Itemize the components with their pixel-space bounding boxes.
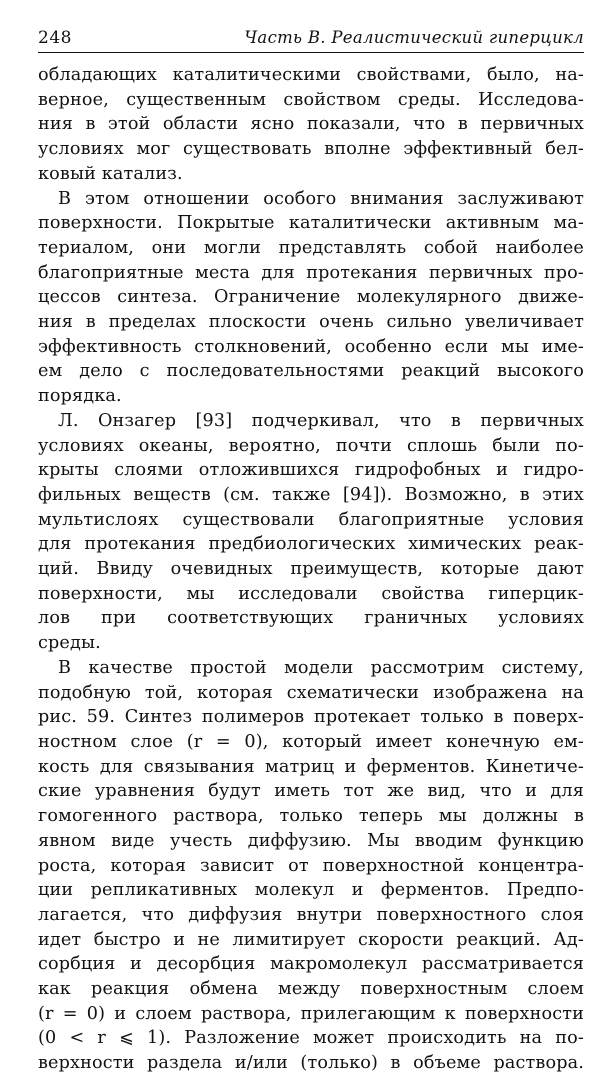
- text-line: явном виде учесть диффузию. Мы вводим функцию: [38, 830, 584, 851]
- text-line: лагается, что диффузия внутри поверхностного слоя: [38, 904, 584, 925]
- body-text: [38, 63, 584, 1076]
- text-line: среды.: [38, 633, 101, 654]
- book-page: [38, 24, 584, 1076]
- text-line: (0 < r ⩽ 1). Разложение может происходить на по-: [38, 1028, 584, 1049]
- text-line: ций. Ввиду очевидных преимуществ, которые дают: [38, 559, 584, 580]
- text-line: лов при соответствующих граничных условиях: [38, 608, 584, 629]
- page-number: 248: [38, 28, 72, 48]
- paragraph-3: [38, 409, 584, 656]
- text-line: крыты слоями отложившихся гидрофобных и гидро-: [38, 460, 584, 481]
- paragraph-1: [38, 63, 584, 187]
- paragraph-2: [38, 187, 584, 409]
- text-line: идет быстро и не лимитирует скорости реакций. Ад-: [38, 929, 584, 950]
- text-line: Л. Онзагер [93] подчеркивал, что в первичных: [58, 410, 584, 431]
- text-line: цессов синтеза. Ограничение молекулярного движе-: [38, 287, 584, 308]
- text-line: поверхности, мы исследовали свойства гиперцик-: [38, 583, 584, 604]
- text-line: порядка.: [38, 386, 122, 407]
- text-line: подобную той, которая схематически изображена на: [38, 682, 584, 703]
- text-line: териалом, они могли представлять собой наиболее: [38, 237, 584, 258]
- running-head: Часть В. Реалистический гиперцикл: [244, 28, 584, 47]
- text-line: (r = 0) и слоем раствора, прилегающим к поверхности: [38, 1003, 584, 1024]
- text-line: благоприятные места для протекания первичных про-: [38, 262, 584, 283]
- text-line: верное, существенным свойством среды. Исследова-: [38, 89, 584, 110]
- text-line: мультислоях существовали благоприятные условия: [38, 509, 584, 530]
- text-line: гомогенного раствора, только теперь мы должны в: [38, 806, 584, 827]
- text-line: ковый катализ.: [38, 163, 183, 184]
- paragraph-4: [38, 656, 584, 1076]
- text-line: верхности раздела и/или (только) в объеме раствора.: [38, 1053, 584, 1074]
- text-line: обладающих каталитическими свойствами, было, на-: [38, 65, 584, 85]
- text-line: рис. 59. Синтез полимеров протекает только в поверх-: [38, 707, 584, 728]
- page-header: [38, 24, 584, 53]
- text-line: ния в пределах плоскости очень сильно увеличивает: [38, 312, 584, 333]
- text-line: ские уравнения будут иметь тот же вид, что и для: [38, 781, 584, 802]
- text-line: поверхности. Покрытые каталитически активным ма-: [38, 213, 584, 234]
- text-line: как реакция обмена между поверхностным слоем: [38, 979, 584, 1000]
- text-line: ностном слое (r = 0), который имеет конечную ем-: [38, 731, 584, 752]
- text-line: ции репликативных молекул и ферментов. Предпо-: [38, 880, 584, 901]
- text-line: эффективность столкновений, особенно если мы име-: [38, 336, 584, 357]
- text-line: роста, которая зависит от поверхностной концентра-: [38, 855, 584, 876]
- text-line: ния в этой области ясно показали, что в первичных: [38, 114, 584, 135]
- text-line: В качестве простой модели рассмотрим систему,: [58, 657, 584, 678]
- text-line: условиях мог существовать вполне эффективный бел-: [38, 139, 584, 160]
- text-line: условиях океаны, вероятно, почти сплошь были по-: [38, 435, 584, 456]
- text-line: ем дело с последовательностями реакций высокого: [38, 361, 584, 382]
- text-line: сорбция и десорбция макромолекул рассматривается: [38, 954, 584, 975]
- text-line: В этом отношении особого внимания заслуживают: [58, 188, 584, 209]
- text-line: кость для связывания матриц и ферментов. Кинетиче-: [38, 756, 584, 777]
- text-line: для протекания предбиологических химических реак-: [38, 534, 584, 555]
- text-line: фильных веществ (см. также [94]). Возможно, в этих: [38, 484, 584, 505]
